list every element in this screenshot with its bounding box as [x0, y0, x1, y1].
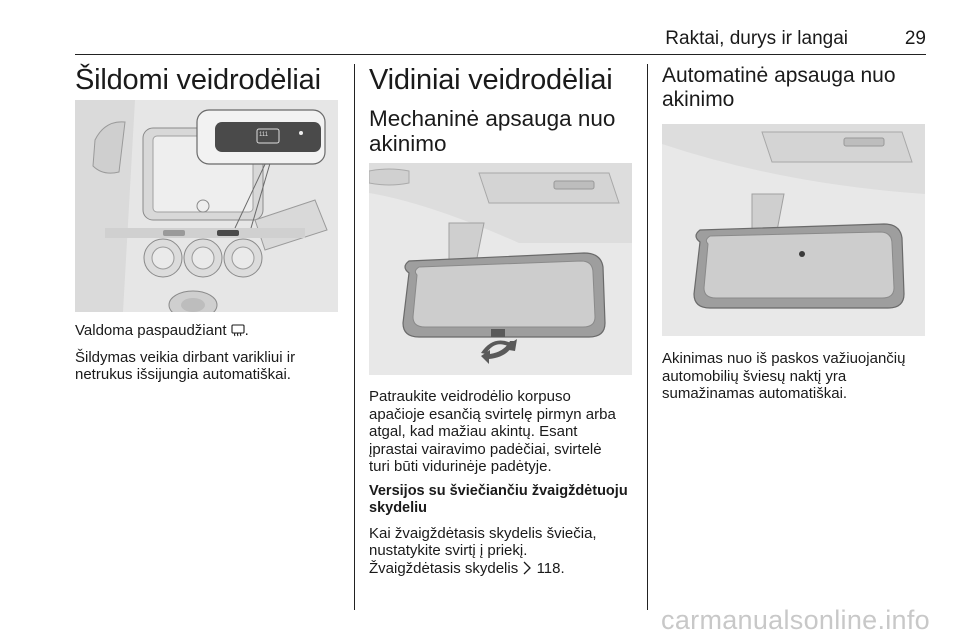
subsection-title-manual-antiglare	[369, 106, 641, 156]
paragraph-automatic-antiglare	[662, 350, 932, 403]
section-title-automatic-antiglare	[662, 64, 932, 112]
manual-mirror-illustration	[369, 163, 632, 375]
text-line: automobilių šviesų naktį yra	[662, 367, 847, 385]
column-interior-mirrors	[369, 64, 641, 156]
text-control-end: .	[244, 322, 249, 339]
text-line: Kai žvaigždėtasis skydelis šviečia,	[369, 524, 597, 542]
page-header	[75, 24, 926, 55]
text-line: Akinimas nuo iš paskos važiuojančių	[662, 350, 906, 367]
text-line: sumažinamas automatiškai.	[662, 385, 848, 402]
column-divider-2	[647, 64, 648, 610]
text-line: apačioje esančią svirtelę pirmyn arba	[369, 405, 616, 423]
text-control-instruction: Valdoma paspaudžiant	[75, 322, 227, 339]
text-line: skydeliu	[369, 500, 428, 516]
text-line: Patraukite veidrodėlio korpuso	[369, 388, 571, 405]
heading-starry-panel-versions	[369, 483, 641, 518]
page-number: 29	[904, 28, 926, 49]
subtitle-line: Mechaninė apsauga nuo	[369, 106, 616, 131]
heated-mirror-icon	[231, 323, 245, 342]
text-line: Šildymas veikia dirbant varikliui ir	[75, 348, 296, 366]
paragraph-lever-instruction	[369, 388, 641, 476]
title-line: Automatinė apsauga nuo	[662, 64, 896, 87]
text-line: Versijos su šviečiančiu žvaigždėtuoju	[369, 482, 628, 499]
header-section-title: Raktai, durys ir langai	[665, 28, 848, 49]
section-title-heated-mirrors: Šildomi veidrodėliai	[75, 64, 321, 96]
column-automatic-antiglare-text	[662, 350, 932, 403]
text-line: atgal, kad mažiau akintų. Esant	[369, 423, 578, 440]
page-reference-link[interactable]: 118.	[536, 559, 565, 577]
column-automatic-antiglare	[662, 64, 932, 112]
section-title-interior-mirrors: Vidiniai veidrodėliai	[369, 64, 613, 96]
title-line: akinimo	[662, 88, 735, 111]
figure-manual-mirror-lever	[369, 163, 632, 375]
text-line: netrukus išsijungia automatiškai.	[75, 366, 291, 383]
watermark: carmanualsonline.info	[661, 605, 930, 635]
column-heated-mirrors-text	[75, 322, 347, 384]
figure-automatic-mirror	[662, 124, 925, 336]
paragraph-heated-mirror-control	[75, 322, 347, 342]
column-divider-1	[354, 64, 355, 610]
automatic-mirror-illustration	[662, 124, 925, 336]
dashboard-illustration	[75, 100, 338, 312]
text-line: įprastai vairavimo padėčiai, svirtelė	[369, 440, 602, 458]
text-line: nustatykite svirtį į priekį.	[369, 542, 528, 559]
paragraph-starry-panel-instruction	[369, 525, 641, 580]
text-line: turi būti vidurinėje padėtyje.	[369, 458, 552, 475]
text-starry-panel-ref: Žvaigždėtasis skydelis	[369, 559, 519, 577]
figure-label: 111	[259, 132, 269, 138]
page-reference-icon	[522, 561, 532, 580]
column-interior-mirrors-text	[369, 388, 641, 579]
figure-dashboard-heated-mirror-button	[75, 100, 338, 312]
paragraph-heating-operation	[75, 349, 347, 384]
column-heated-mirrors	[75, 64, 345, 96]
subtitle-line: akinimo	[369, 131, 447, 156]
